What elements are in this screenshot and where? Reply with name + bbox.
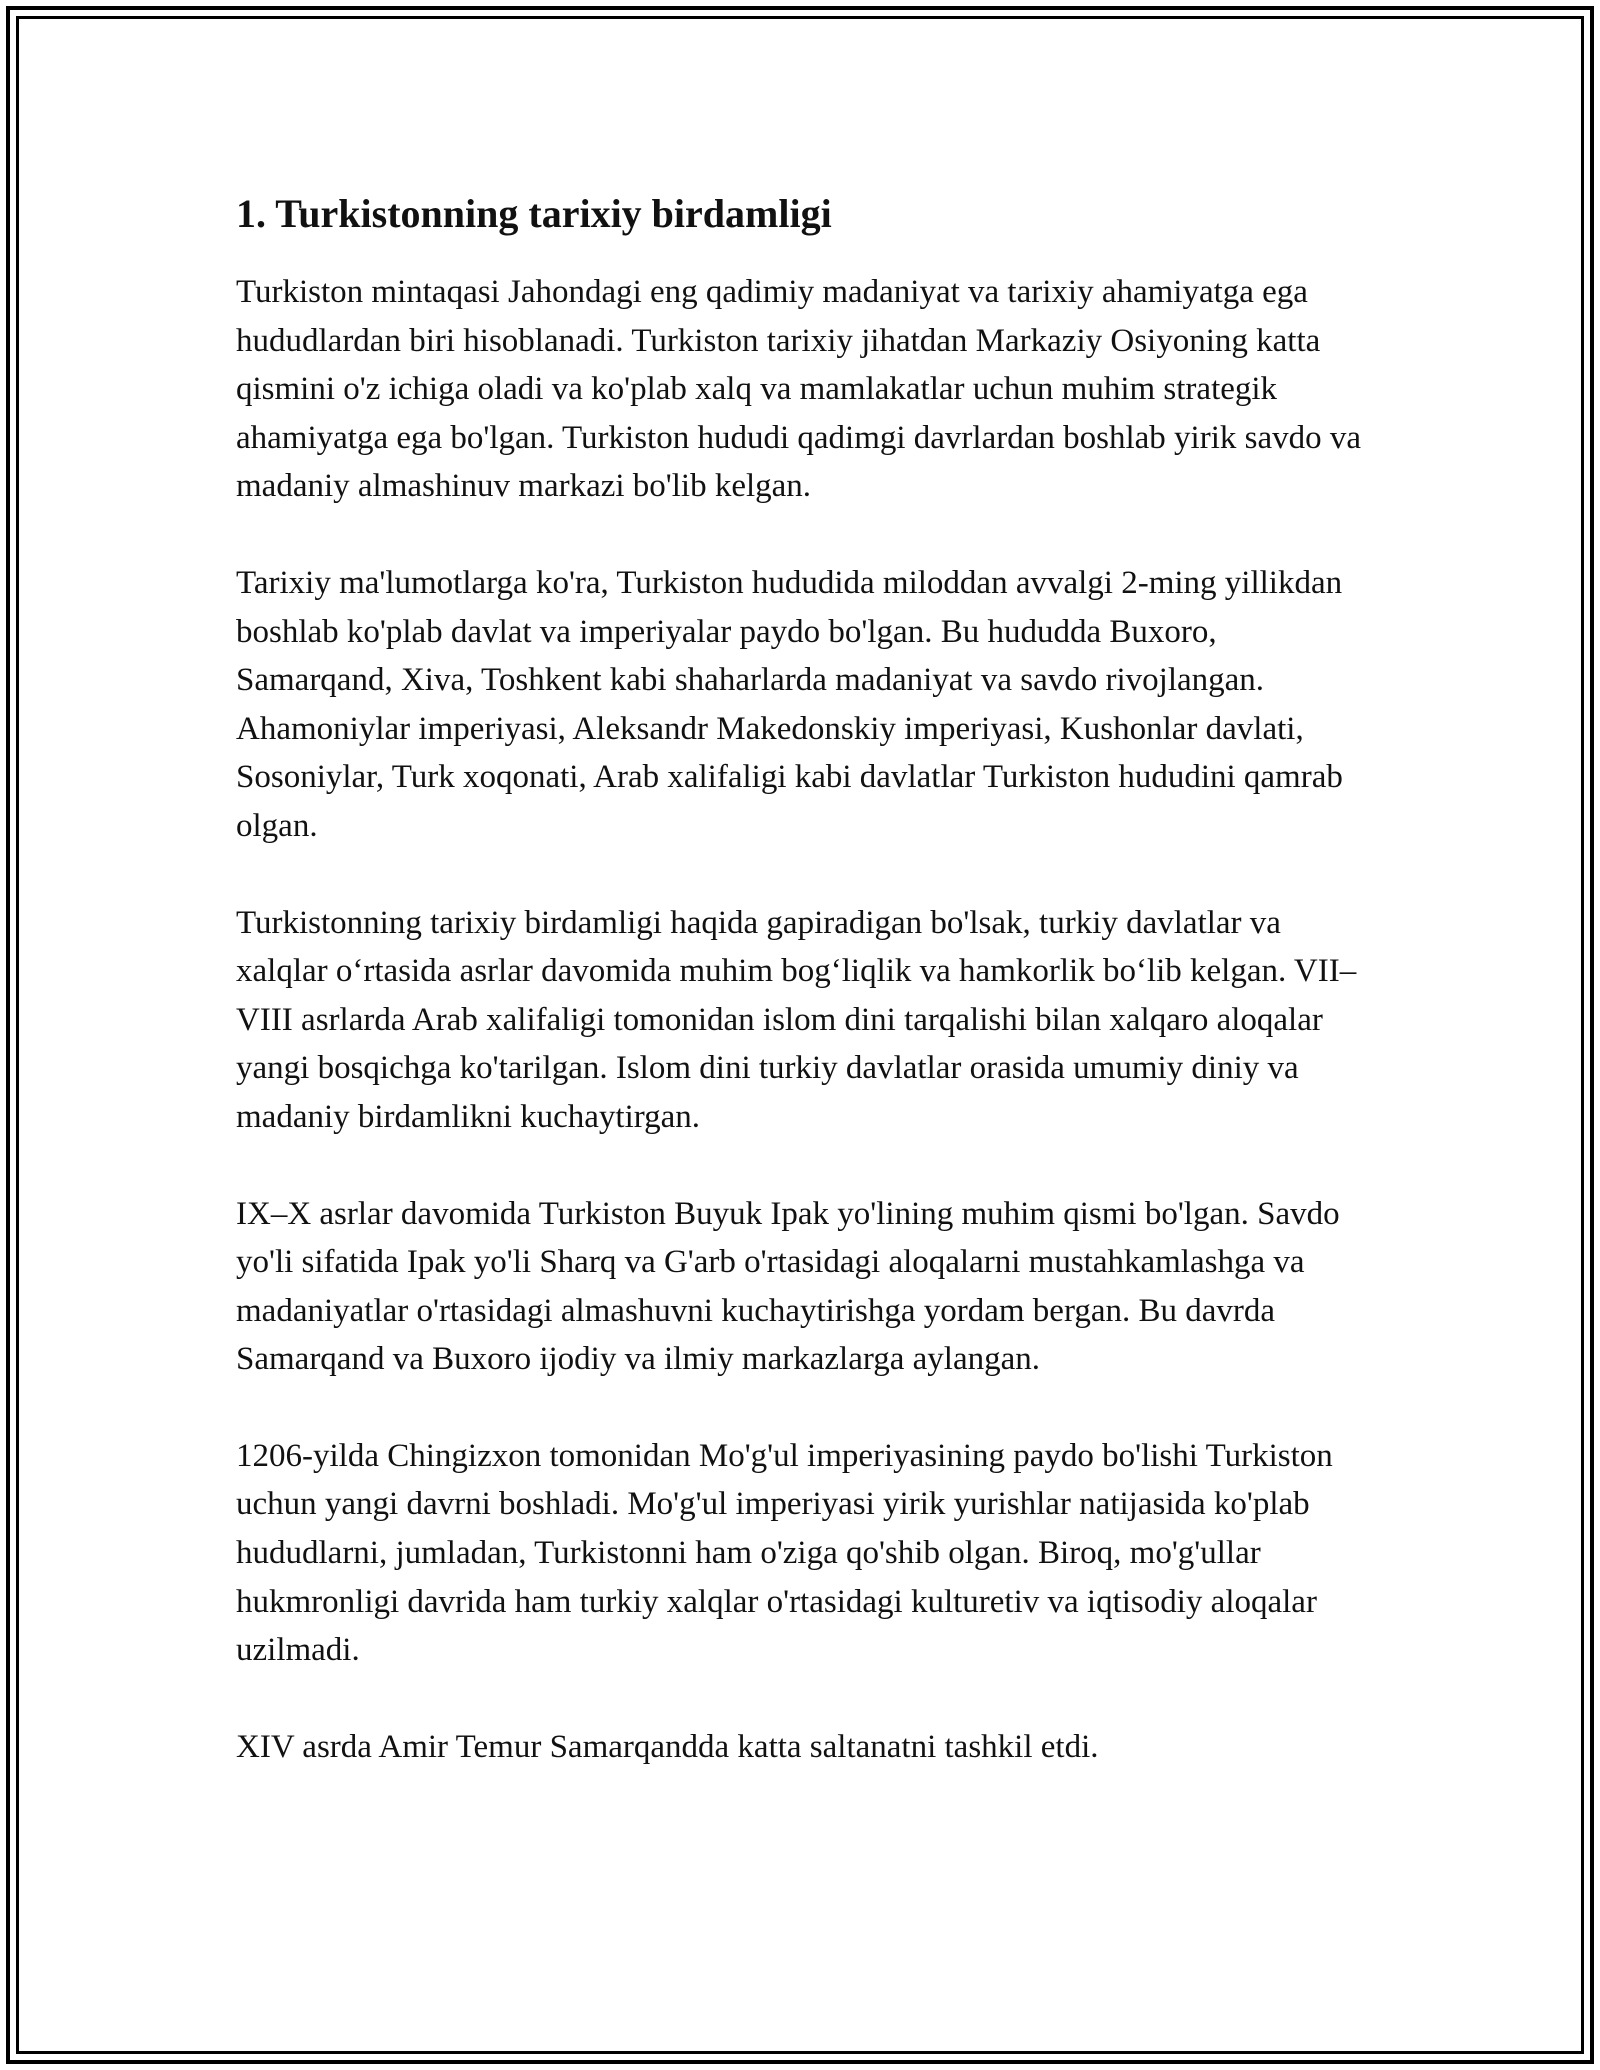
- paragraph-5: 1206-yilda Chingizxon tomonidan Mo'g'ul imperiyasining paydo bo'lishi Turkiston uchun yangi davrni boshladi. Mo'g'ul imperiyasi yirik yurishlar natijasida ko'plab hududlarni, jumladan, Turkistonni ham o'ziga qo'shib olgan. Biroq, mo'g'ullar hukmronligi davrida ham turkiy xalqlar o'rtasidagi kulturetiv va iqtisodiy aloqalar uzilmadi.: [236, 1437, 1333, 1669]
- document-body: [236, 188, 1376, 1819]
- section-title: 1. Turkistonning tarixiy birdamligi: [236, 191, 832, 236]
- paragraph-4: IX–X asrlar davomida Turkiston Buyuk Ipak yo'lining muhim qismi bo'lgan. Savdo yo'li sifatida Ipak yo'li Sharq va G'arb o'rtasidagi aloqalarni mustahkamlashga va madaniyatlar o'rtasidagi almashuvni kuchaytirishga yordam bergan. Bu davrda Samarqand va Buxoro ijodiy va ilmiy markazlarga aylangan.: [236, 1195, 1340, 1378]
- paragraph-6: XIV asrda Amir Temur Samarqandda katta saltanatni tashkil etdi.: [236, 1728, 1099, 1765]
- paragraph-3: Turkistonning tarixiy birdamligi haqida gapiradigan bo'lsak, turkiy davlatlar va xalqlar o‘rtasida asrlar davomida muhim bog‘liqlik va hamkorlik bo‘lib kelgan. VII–VIII asrlarda Arab xalifaligi tomonidan islom dini tarqalishi bilan xalqaro aloqalar yangi bosqichga ko'tarilgan. Islom dini turkiy davlatlar orasida umumiy diniy va madaniy birdamlikni kuchaytirgan.: [236, 904, 1357, 1135]
- paragraph-2: Tarixiy ma'lumotlarga ko'ra, Turkiston hududida miloddan avvalgi 2-ming yillikdan boshlab ko'plab davlat va imperiyalar paydo bo'lgan. Bu hududda Buxoro, Samarqand, Xiva, Toshkent kabi shaharlarda madaniyat va savdo rivojlangan. Ahamoniylar imperiyasi, Aleksandr Makedonskiy imperiyasi, Kushonlar davlati, Sosoniylar, Turk xoqonati, Arab xalifaligi kabi davlatlar Turkiston hududini qamrab olgan.: [236, 564, 1343, 844]
- paragraph-1: Turkiston mintaqasi Jahondagi eng qadimiy madaniyat va tarixiy ahamiyatga ega hududlardan biri hisoblanadi. Turkiston tarixiy jihatdan Markaziy Osiyoning katta qismini o'z ichiga oladi va ko'plab xalq va mamlakatlar uchun muhim strategik ahamiyatga ega bo'lgan. Turkiston hududi qadimgi davrlardan boshlab yirik savdo va madaniy almashinuv markazi bo'lib kelgan.: [236, 274, 1361, 505]
